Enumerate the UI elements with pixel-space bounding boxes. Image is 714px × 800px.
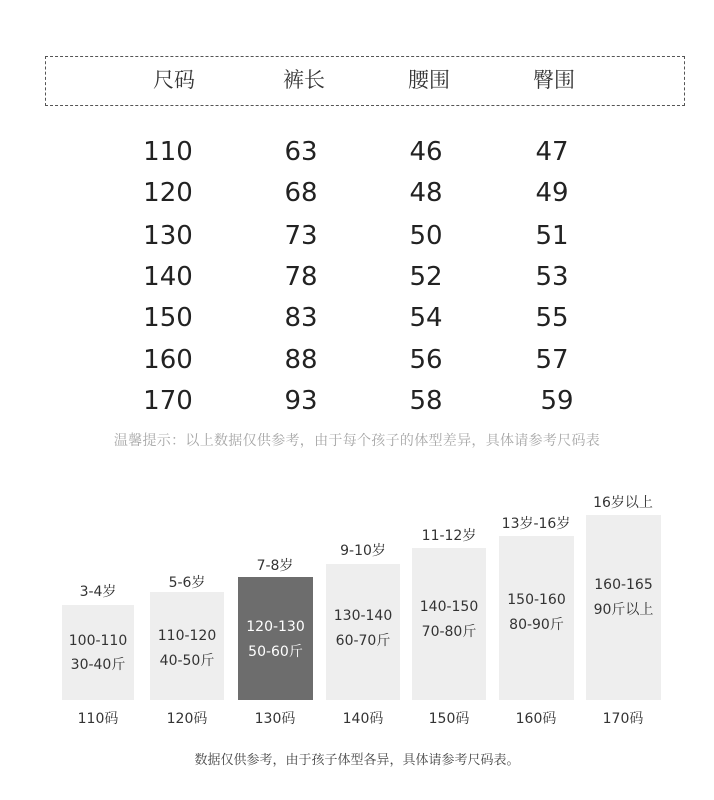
age-label: 16岁以上 (593, 495, 653, 511)
age-label: 11-12岁 (421, 528, 477, 544)
table-cell: 50 (409, 221, 443, 251)
table-cell: 56 (409, 345, 443, 375)
table-cell: 78 (284, 262, 318, 292)
table-cell: 51 (535, 221, 569, 251)
table-cell: 57 (535, 345, 569, 375)
weight-range: 40-50斤 (159, 653, 215, 669)
table-cell: 88 (284, 345, 318, 375)
weight-range: 80-90斤 (509, 617, 564, 633)
table-cell: 49 (535, 178, 569, 208)
table-cell: 130 (143, 221, 193, 251)
header-length: 裤长 (283, 68, 325, 92)
weight-range: 60-70斤 (335, 633, 391, 649)
table-cell: 59 (540, 386, 574, 416)
size-label: 170码 (602, 711, 644, 727)
table-cell: 52 (409, 262, 443, 292)
table-cell: 68 (284, 178, 318, 208)
weight-range: 30-40斤 (70, 657, 126, 673)
size-label: 140码 (342, 711, 384, 727)
table-cell: 140 (143, 262, 193, 292)
table-cell: 47 (535, 137, 569, 167)
age-label: 9-10岁 (340, 543, 386, 559)
header-size: 尺码 (153, 68, 195, 92)
guide-bar (499, 536, 574, 700)
table-cell: 160 (143, 345, 193, 375)
size-label: 120码 (166, 711, 208, 727)
table-header (45, 56, 685, 106)
size-label: 130码 (254, 711, 296, 727)
table-cell: 46 (409, 137, 443, 167)
guide-bar (412, 548, 486, 700)
table-cell: 55 (535, 303, 569, 333)
table-cell: 73 (284, 221, 318, 251)
height-range: 140-150 (419, 599, 479, 615)
table-cell: 83 (284, 303, 318, 333)
tip-text: 温馨提示：以上数据仅供参考，由于每个孩子的体型差异，具体请参考尺码表 (113, 433, 601, 449)
age-label: 13岁-16岁 (501, 516, 571, 532)
size-label: 160码 (515, 711, 557, 727)
size-label: 150码 (428, 711, 470, 727)
height-range: 100-110 (68, 633, 128, 649)
weight-range: 70-80斤 (421, 624, 477, 640)
table-cell: 170 (143, 386, 193, 416)
size-label: 110码 (77, 711, 119, 727)
table-cell: 48 (409, 178, 443, 208)
weight-range: 90斤以上 (593, 602, 654, 618)
footer-note: 数据仅供参考，由于孩子体型各异，具体请参考尺码表。 (194, 753, 520, 768)
height-range: 150-160 (507, 592, 566, 608)
height-range: 120-130 (246, 619, 305, 635)
table-cell: 110 (143, 137, 193, 167)
header-hip: 臀围 (533, 68, 575, 92)
table-cell: 63 (284, 137, 318, 167)
height-range: 130-140 (333, 608, 393, 624)
guide-bar (326, 564, 400, 700)
height-range: 160-165 (594, 577, 653, 593)
table-cell: 58 (409, 386, 443, 416)
table-cell: 54 (409, 303, 443, 333)
table-cell: 93 (284, 386, 318, 416)
guide-bar (586, 515, 661, 700)
header-waist: 腰围 (408, 68, 450, 92)
age-label: 7-8岁 (256, 558, 294, 574)
table-cell: 120 (143, 178, 193, 208)
age-label: 5-6岁 (168, 575, 206, 591)
height-range: 110-120 (157, 628, 217, 644)
weight-range: 50-60斤 (248, 644, 303, 660)
table-cell: 53 (535, 262, 569, 292)
guide-bar (150, 592, 224, 700)
table-cell: 150 (143, 303, 193, 333)
age-label: 3-4岁 (79, 584, 117, 600)
guide-bar-highlighted (238, 577, 313, 700)
guide-bar (62, 605, 134, 700)
